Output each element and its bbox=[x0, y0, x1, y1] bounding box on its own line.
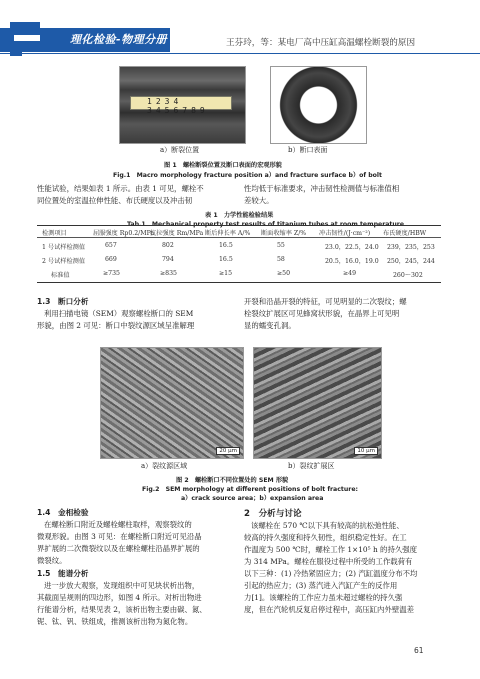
figure1a-subcaption: a）断裂位置 bbox=[160, 146, 200, 154]
section-heading: 1.3 断口分析 bbox=[37, 297, 89, 306]
table-cell: 58 bbox=[277, 256, 285, 263]
paragraph-line: 开裂和沿晶开裂的特征，可见明显的二次裂纹；螺 bbox=[244, 297, 407, 306]
figure1-caption-en: Fig.1 Macro morphology fracture position a）and fracture surface b）of bolt bbox=[113, 172, 382, 179]
paragraph-line: 性均低于标准要求，冲击韧性检测值与标准值相 bbox=[244, 184, 400, 193]
paragraph-line: 性能试验，结果如表 1 所示。由表 1 可见，螺栓不 bbox=[37, 184, 204, 193]
scale-bar-label: 10 μm bbox=[354, 447, 378, 455]
paragraph-line: 作温度为 500 ℃时，螺栓工作 1×10⁵ h 的持久强度 bbox=[244, 545, 418, 554]
table-header-cell: 冲击韧性/(J·cm⁻²) bbox=[319, 230, 371, 237]
table-cell: ≥50 bbox=[277, 270, 291, 277]
table-cell: 657 bbox=[105, 242, 117, 249]
table-cell: 802 bbox=[162, 242, 174, 249]
table-cell: 260～302 bbox=[393, 272, 423, 279]
paragraph-line: 微裂纹。 bbox=[37, 556, 67, 565]
figure2-caption-cn: 图 2 螺栓断口不同位置处的 SEM 形貌 bbox=[176, 477, 289, 484]
table-header-row bbox=[37, 228, 441, 237]
figure2-caption-en-line1: Fig.2 SEM morphology at different positions of bolt fracture: bbox=[142, 486, 358, 493]
figure1b-photo bbox=[270, 66, 367, 144]
header-divider bbox=[0, 53, 480, 54]
table-row bbox=[37, 242, 441, 251]
journal-name: 理化检验-物理分册 bbox=[70, 33, 168, 46]
table-rule-bottom bbox=[37, 282, 441, 283]
table-cell: 669 bbox=[105, 256, 117, 263]
table-cell: 794 bbox=[162, 256, 174, 263]
page-number: 61 bbox=[414, 646, 424, 655]
paragraph-line: 形貌，由图 2 可见：断口中裂纹源区域呈准解理 bbox=[37, 321, 195, 330]
table-header-cell: 屈服强度 Rp0.2/MPa bbox=[93, 230, 155, 237]
running-head: 王芬玲，等：某电厂高中压缸高温螺栓断裂的原因 bbox=[226, 38, 416, 48]
paragraph-line: 引起的热应力；(3) 蒸汽进入汽缸产生的反作用 bbox=[244, 581, 398, 590]
paragraph-line: 铌、钛、钒、铁组成，推测该析出物为氮化物。 bbox=[37, 617, 193, 626]
table1-caption-cn: 表 1 力学性能检验结果 bbox=[205, 212, 274, 219]
table-cell: 23.0，22.5，24.0 bbox=[325, 244, 379, 251]
figure2b-subcaption: b）裂纹扩展区 bbox=[288, 462, 335, 470]
table-cell: 1 号试样检测值 bbox=[42, 244, 86, 251]
table-header-cell: 检测项目 bbox=[42, 230, 67, 237]
paragraph-line: 同位置处的室温拉伸性能、布氏硬度以及冲击韧 bbox=[37, 196, 193, 205]
table-rule-middle bbox=[37, 237, 441, 238]
table-header-cell: 布氏硬度/HBW bbox=[383, 230, 427, 237]
table-cell: ≥49 bbox=[343, 270, 357, 277]
table-cell: 239，235，253 bbox=[387, 244, 435, 251]
paragraph-line: 力[1]。该螺栓的工作应力虽未超过螺栓的持久强 bbox=[244, 593, 403, 602]
section-heading: 2 分析与讨论 bbox=[244, 509, 302, 519]
table-header-cell: 抗拉强度 Rm/MPa bbox=[150, 230, 204, 237]
paragraph-line: 该螺栓在 570 ℃以下具有较高的抗松弛性能、 bbox=[251, 521, 404, 530]
table-cell: 16.5 bbox=[219, 242, 233, 249]
table-cell: 55 bbox=[277, 242, 285, 249]
table-cell: ≥15 bbox=[219, 270, 233, 277]
paragraph-line: 以下三种：(1) 冷热紧固应力；(2) 汽缸温度分布不均 bbox=[244, 569, 418, 578]
paragraph-line: 在螺栓断口附近及螺栓螺柱取样，观察裂纹的 bbox=[44, 520, 192, 529]
table-rule-top bbox=[37, 225, 441, 226]
journal-logo-icon bbox=[8, 20, 48, 60]
section-heading: 1.5 能谱分析 bbox=[37, 569, 89, 578]
table-row bbox=[37, 270, 441, 279]
paragraph-line: 差较大。 bbox=[244, 196, 274, 205]
table1-caption-en bbox=[127, 219, 404, 228]
figure2-caption-en-line2: a）crack source area；b）expansion area bbox=[181, 495, 324, 502]
paragraph-line: 行能谱分析，结果见表 2，该析出物主要由碳、氮、 bbox=[37, 605, 207, 614]
paragraph-line: 进一步放大观察，发现组织中可见块状析出物， bbox=[44, 581, 200, 590]
figure2a-subcaption: a）裂纹源区域 bbox=[141, 462, 188, 470]
paragraph-line: 度，但在汽轮机反复启停过程中，高压缸内外壁温差 bbox=[244, 605, 414, 614]
figure1-caption-cn: 图 1 螺栓断裂位置及断口表面的宏观形貌 bbox=[164, 162, 282, 169]
paragraph-line: 栓裂纹扩展区可见蜂窝状形貌，在晶界上可见明 bbox=[244, 309, 400, 318]
table-row bbox=[37, 256, 441, 265]
table-cell: 16.5 bbox=[219, 256, 233, 263]
table-cell: 250，245，244 bbox=[387, 258, 435, 265]
section-heading: 1.4 金相检验 bbox=[37, 508, 89, 517]
table-cell: ≥835 bbox=[160, 270, 177, 277]
paragraph-line: 为 314 MPa。螺栓在服役过程中所受的工作载荷有 bbox=[244, 557, 413, 566]
paragraph-line: 显的蠕变孔洞。 bbox=[244, 321, 296, 330]
table-cell: ≥735 bbox=[103, 270, 120, 277]
table-cell: 标准值 bbox=[51, 272, 70, 279]
ruler-digits: 1234 3456789 bbox=[147, 97, 209, 115]
figure2a-sem-image bbox=[100, 347, 244, 459]
table-cell: 20.5，16.0，19.0 bbox=[325, 258, 379, 265]
table-header-cell: 断面收缩率 Z/% bbox=[261, 230, 307, 237]
figure1b-subcaption: b）断口表面 bbox=[288, 146, 328, 154]
paragraph-line: 界扩展的二次微裂纹以及在螺栓螺柱沿晶界扩展的 bbox=[37, 544, 200, 553]
paragraph-line: 较高的持久强度和持久韧性，组织稳定性好。在工 bbox=[244, 533, 407, 542]
table-header-cell: 断后伸长率 A/% bbox=[205, 230, 251, 237]
paragraph-line: 利用扫描电镜（SEM）观察螺栓断口的 SEM bbox=[44, 309, 194, 318]
scale-bar-label: 20 μm bbox=[216, 447, 240, 455]
figure1a-ruler bbox=[130, 96, 232, 115]
table-cell: 2 号试样检测值 bbox=[42, 258, 86, 265]
paragraph-line: 其截面呈规则的四边形，如图 4 所示。对析出物进 bbox=[37, 593, 202, 602]
figure2b-sem-image bbox=[253, 347, 382, 459]
paragraph-line: 微观形貌。由图 3 可见：在螺栓断口附近可见沿晶 bbox=[37, 532, 202, 541]
